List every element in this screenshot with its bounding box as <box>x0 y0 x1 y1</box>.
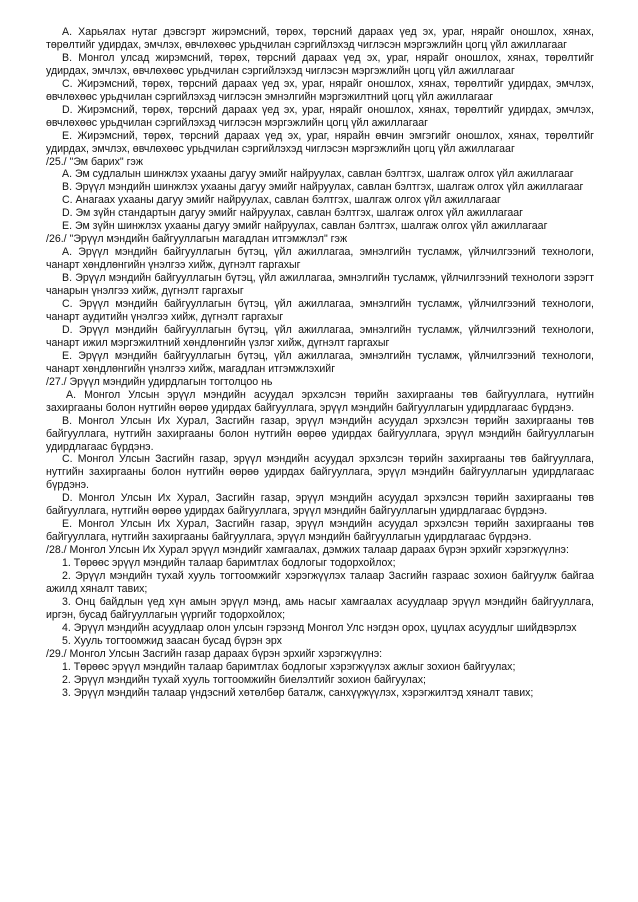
question-25: /25./ "Эм барих" гэж <box>46 155 143 168</box>
question-28: /28./ Монгол Улсын Их Хурал эрүүл мэндийг хамгаалах, дэмжих талаар дараах бүрэн эрхийг хэрэгжүүлнэ: <box>46 544 569 557</box>
answer-option-25b: B. Эрүүл мэндийн шинжлэх ухааны дагуу эмийг найруулах, савлан бэлтгэх, шалгаж олгох үйл ажиллагааг <box>62 181 584 194</box>
answer-option-26a: A. Эрүүл мэндийн байгууллагын бүтэц, үйл ажиллагаа, эмнэлгийн тусламж, үйлчилгээний технологи, чанарт хөндлөнгийн үнэлгээ хийж, дүгнэлт гаргахыг <box>46 246 594 272</box>
answer-option-25d: D. Эм зүйн стандартын дагуу эмийг найруулах, савлан бэлтгэх, шалгаж олгох үйл ажиллагааг <box>62 207 524 220</box>
list-item-28-2: 2. Эрүүл мэндийн тухай хууль тогтоомжийг хэрэгжүүлэх талаар Засгийн газраас зохион байгуулж байгаа ажилд хяналт тавих; <box>46 570 594 595</box>
answer-option-27e: E. Монгол Улсын Их Хурал, Засгийн газар, эрүүл мэндийн асуудал эрхэлсэн төрийн захиргааны төв байгууллага, нутгийн захиргааны байгууллага, эрүүл мэндийн байгууллагын удирдлагаас бүрдэнэ. <box>46 518 594 544</box>
answer-option-26c: C. Эрүүл мэндийн байгууллагын бүтэц, үйл ажиллагаа, эмнэлгийн тусламж, үйлчилгээний технологи, чанарт аудитийн үнэлгээ хийж, дүгнэлт гаргахыг <box>46 298 594 323</box>
list-item-29-2: 2. Эрүүл мэндийн тухай хууль тогтоомжийн биелэлтийг зохион байгуулах; <box>62 673 426 686</box>
answer-option-24a: A. Харьялах нутаг дэвсгэрт жирэмсний, төрөх, төрсний дараах үед эх, ураг, нярайг оношлох, хянах, төрөлтийг удирдах, эмчлэх, өвчлөхөөс урьдчилан сэргийлэхэд чиглэсэн мэргэжлийн цогц үйл ажиллагааг <box>46 26 594 51</box>
answer-option-25e: E. Эм зүйн шинжлэх ухааны дагуу эмийг найруулах, савлан бэлтгэх, шалгаж олгох үйл ажиллагааг <box>62 220 548 233</box>
answer-option-27d: D. Монгол Улсын Их Хурал, Засгийн газар, эрүүл мэндийн асуудал эрхэлсэн төрийн захиргааны төв байгууллага, нутгийн өөрөө удирдах байгууллага, эрүүл мэндийн байгууллагын удирдлагаас бүрдэнэ. <box>46 492 594 518</box>
answer-option-24e: E. Жирэмсний, төрөх, төрсний дараах үед эх, ураг, нярайн өвчин эмгэгийг оношлох, хянах, төрөлтийг удирдах, эмчлэх, өвчлөхөөс урьдчилан сэргийлэхэд чиглэсэн мэргэжлийн цогц үйл ажиллагааг <box>46 129 594 155</box>
answer-option-24c: C. Жирэмсний, төрөх, төрсний дараах үед эх, ураг, нярайг оношлох, хянах, төрөлтийг удирдах, эмчлэх, өвчлөхөөс урьдчилан сэргийлэхэд чиглэсэн эмнэлгийн мэргэжилтний цогц үйл ажиллагааг <box>46 77 594 103</box>
question-27: /27./ Эрүүл мэндийн удирдлагын тогтолцоо нь <box>46 375 273 388</box>
list-item-28-1: 1. Төрөөс эрүүл мэндийн талаар баримтлах бодлогыг тодорхойлох; <box>62 557 396 570</box>
list-item-29-3: 3. Эрүүл мэндийн талаар үндэсний хөтөлбөр баталж, санхүүжүүлэх, хэрэгжилтэд хяналт тавих; <box>62 686 534 699</box>
answer-option-26e: E. Эрүүл мэндийн байгууллагын бүтэц, үйл ажиллагаа, эмнэлгийн тусламж, үйлчилгээний технологи, чанарт хөндлөнгийн үнэлгээ хийж, магадлан итгэмжлэхийг <box>46 349 594 375</box>
answer-option-25c: C. Анагаах ухааны дагуу эмийг найруулах, савлан бэлтгэх, шалгаж олгох үйл ажиллагааг <box>62 194 501 207</box>
answer-option-24b: B. Монгол улсад жирэмсний, төрөх, төрсний дараах үед эх, ураг, нярайг оношлох, хянах, төрөлтийг удирдах, эмчлэх, өвчлөхөөс урьдчилан сэргийлэхэд чиглэсэн мэргэжлийн цогц үйл ажиллагааг <box>46 51 594 77</box>
list-item-28-4: 4. Эрүүл мэндийн асуудлаар олон улсын гэрээнд Монгол Улс нэгдэн орох, цуцлах асуудлыг шийдвэрлэх <box>62 621 577 634</box>
question-29: /29./ Монгол Улсын Засгийн газар дараах бүрэн эрхийг хэрэгжүүлнэ: <box>46 647 383 660</box>
list-item-28-3: 3. Онц байдлын үед хүн амын эрүүл мэнд, амь насыг хамгаалах асуудлаар эрүүл мэндийн байгууллага, иргэн, бусад байгууллагын үүргийг тодорхойлох; <box>46 595 594 621</box>
answer-option-27c: C. Монгол Улсын Засгийн газар, эрүүл мэндийн асуудал эрхэлсэн төрийн захиргааны төв байгууллага, нутгийн захиргааны болон нутгийн өөрөө удирдах байгууллага, эрүүл мэндийн байгууллагын удирдлагаас бүрдэнэ. <box>46 453 594 492</box>
answer-option-27a: A. Монгол Улсын эрүүл мэндийн асуудал эрхэлсэн төрийн захиргааны төв байгууллага, нутгийн захиргааны болон нутгийн өөрөө удирдах байгууллага, эрүүл мэндийн байгууллагын удирдлагаас бүрдэнэ. <box>46 388 594 414</box>
list-item-29-1: 1. Төрөөс эрүүл мэндийн талаар баримтлах бодлогыг хэрэгжүүлэх ажлыг зохион байгуулах; <box>62 660 516 673</box>
answer-option-27b: B. Монгол Улсын Их Хурал, Засгийн газар, эрүүл мэндийн асуудал эрхэлсэн төрийн захиргааны төв байгууллага, нутгийн захиргааны болон нутгийн өөрөө удирдах байгууллага, эрүүл мэндийн байгууллагын удирдлагаас бүрдэнэ. <box>46 414 594 453</box>
answer-option-24d: D. Жирэмсний, төрөх, төрсний дараах үед эх, ураг, нярайг оношлох, хянах, төрөлтийг удирдах, эмчлэх, өвчлөхөөс урьдчилан сэргийлэхэд чиглэсэн мэргэжлийн цогц үйл ажиллагааг <box>46 103 594 129</box>
answer-option-25a: A. Эм судлалын шинжлэх ухааны дагуу эмийг найруулах, савлан бэлтгэх, шалгаж олгох үйл ажиллагааг <box>62 168 574 181</box>
question-26: /26./ "Эрүүл мэндийн байгууллагын магадлан итгэмжлэл" гэж <box>46 233 348 246</box>
answer-option-26d: D. Эрүүл мэндийн байгууллагын бүтэц, үйл ажиллагаа, эмнэлгийн тусламж, үйлчилгээний технологи, чанарт ижил мэргэжилтний хөндлөнгийн үзлэг хийж, дүгнэлт гаргахыг <box>46 323 594 349</box>
list-item-28-5: 5. Хууль тогтоомжид заасан бусад бүрэн эрх <box>62 634 282 647</box>
answer-option-26b: B. Эрүүл мэндийн байгууллагын бүтэц, үйл ажиллагаа, эмнэлгийн тусламж, үйлчилгээний технологи зэрэгт чанарын үнэлгээ хийж, дүгнэлт гаргахыг <box>46 272 594 298</box>
